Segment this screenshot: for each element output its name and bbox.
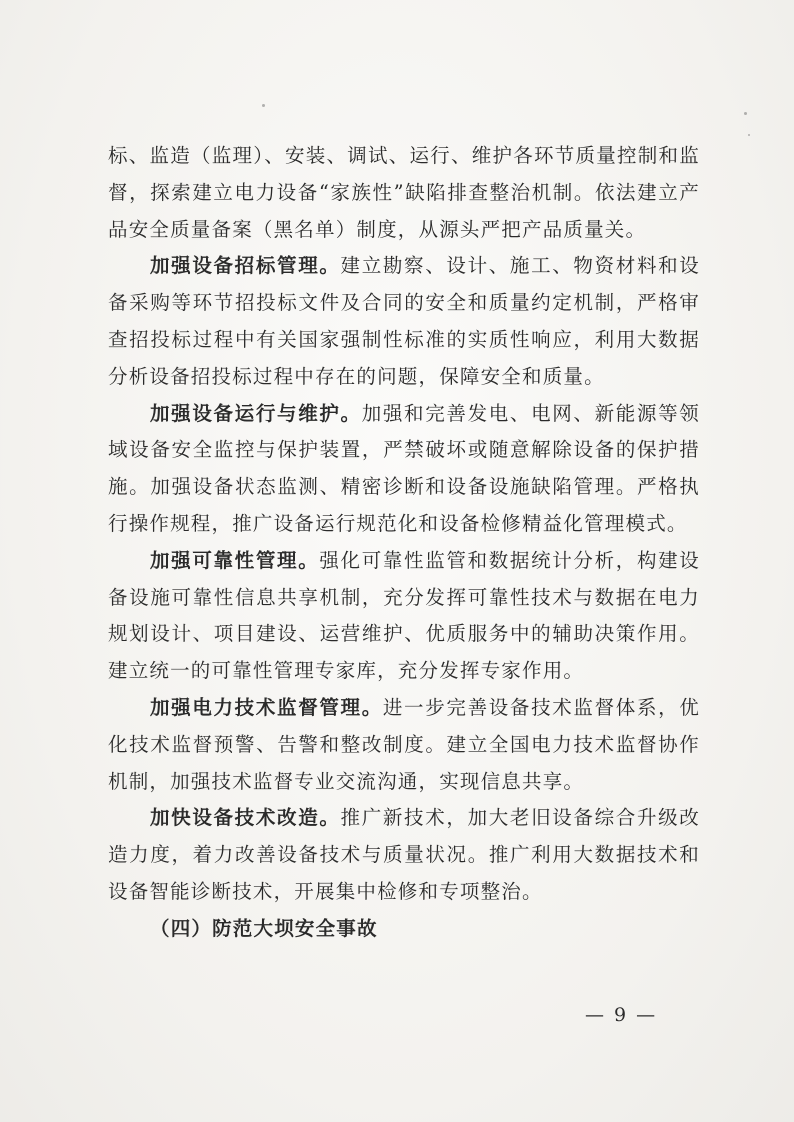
page-number: — 9 — xyxy=(585,1004,658,1026)
paragraph-technical-supervision xyxy=(108,690,700,800)
paragraph-text: 标、监造（监理）、安装、调试、运行、维护各环节质量控制和监督，探索建立电力设备“家族性”缺陷排查整治机制。依法建立产品安全质量备案（黑名单）制度，从源头严把产品质量关。 xyxy=(108,144,700,241)
paragraph-lead: 加强设备运行与维护。 xyxy=(150,401,362,425)
paragraph-reliability xyxy=(108,543,700,690)
paragraph-lead: 加强可靠性管理。 xyxy=(150,548,320,572)
paragraph-lead: 加强电力技术监督管理。 xyxy=(150,695,383,719)
paragraph-text: 进一步完善设备技术监督体系，优化技术监督预警、告警和整改制度。建立全国电力技术监督协作机制，加强技术监督专业交流沟通，实现信息共享。 xyxy=(108,695,700,793)
scan-speck xyxy=(748,134,750,136)
paragraph-lead: 加强设备招标管理。 xyxy=(150,254,341,278)
paragraph-text: 推广新技术，加大老旧设备综合升级改造力度，着力改善设备技术与质量状况。推广利用大数据技术和设备智能诊断技术，开展集中检修和专项整治。 xyxy=(108,806,700,903)
paragraph-equipment-bidding xyxy=(108,248,700,395)
document-body xyxy=(108,138,700,948)
paragraph-equipment-operation xyxy=(108,396,700,543)
paragraph-text: 建立勘察、设计、施工、物资材料和设备采购等环节招投标文件及合同的安全和质量约定机制，严格审查招投标过程中有关国家强制性标准的实质性响应，利用大数据分析设备招投标过程中存在的问题，保障安全和质量。 xyxy=(108,254,700,388)
scan-speck xyxy=(262,104,265,107)
paragraph-lead: 加快设备技术改造。 xyxy=(150,806,341,830)
section-heading: （四）防范大坝安全事故 xyxy=(150,916,378,940)
paragraph-continuation xyxy=(108,138,700,248)
paragraph-text: 加强和完善发电、电网、新能源等领域设备安全监控与保护装置，严禁破坏或随意解除设备的保护措施。加强设备状态监测、精密诊断和设备设施缺陷管理。严格执行操作规程，推广设备运行规范化和设备检修精益化管理模式。 xyxy=(108,401,700,535)
paragraph-technical-renovation xyxy=(108,800,700,910)
scan-speck xyxy=(744,112,747,115)
paragraph-text: 强化可靠性监管和数据统计分析，构建设备设施可靠性信息共享机制，充分发挥可靠性技术与数据在电力规划设计、项目建设、运营维护、优质服务中的辅助决策作用。建立统一的可靠性管理专家库，充分发挥专家作用。 xyxy=(108,548,700,683)
